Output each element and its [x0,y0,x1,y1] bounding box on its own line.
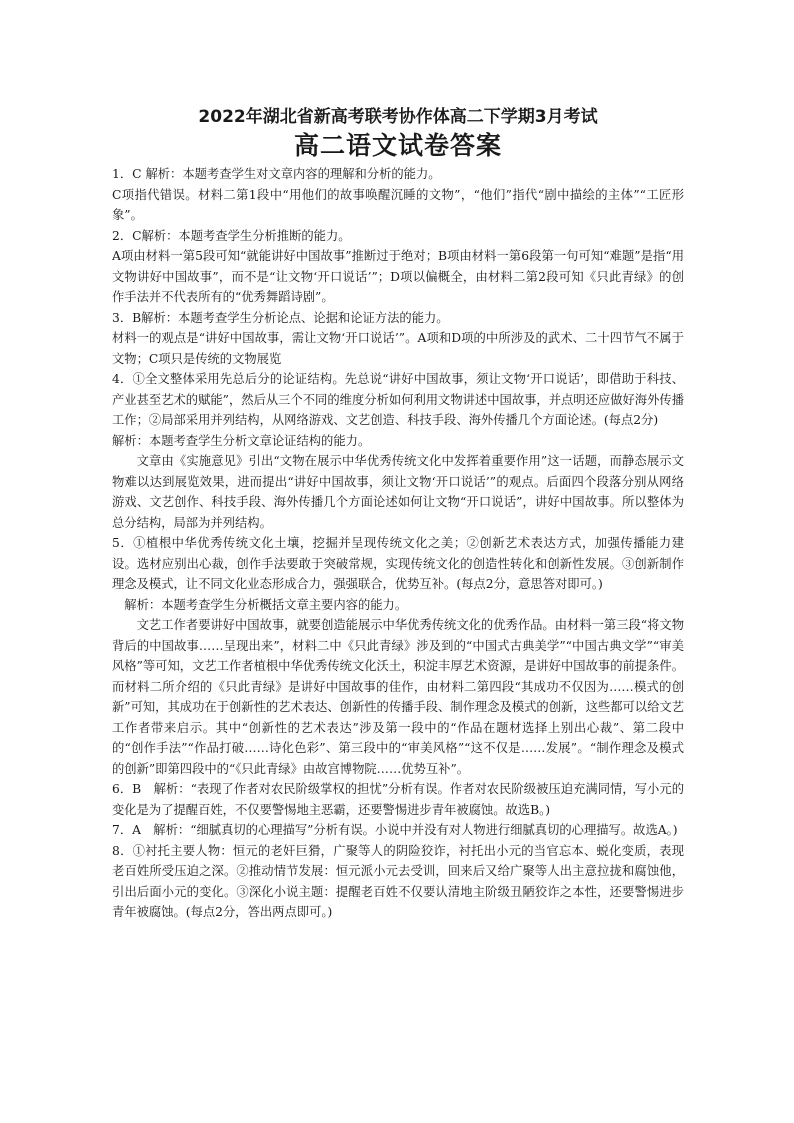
answer-4-heading: 解析：本题考查学生分析文章论证结构的能力。 [112,433,371,448]
exam-title: 2022年湖北省新高考联考协作体高二下学期3月考试 [198,107,598,127]
answer-2-heading: 2．C解析：本题考查学生分析推断的能力。 [112,228,351,243]
answer-6: 6．B 解析：“表现了作者对农民阶级掌权的担忧”分析有误。作者对农民阶级被压迫充满同情，写小元的变化是为了提醒百姓，不仅要警惕地主恶霸，还要警惕进步青年被腐蚀。故选B。) [112,782,684,817]
answer-body [112,164,684,923]
answer-5-analysis: 文艺工作者要讲好中国故事，就要创造能展示中华优秀传统文化的优秀作品。由材料一第三段“将文物背后的中国故事……呈现出来”，材料二中《只此青绿》涉及到的“中国式古典美学”“中国古典文学”“审美风格”等可知，文艺工作者植根中华优秀传统文化沃土，积淀丰厚艺术资源，是讲好中国故事的前提条件。而材料二所介绍的《只此青绿》是讲好中国故事的佳作，由材料二第四段“其成功不仅因为……模式的创新”可知，其成功在于创新性的艺术表达、创新性的传播手段、制作理念及模式的创新，这些都可以给文艺工作者带来启示。其中“创新性的艺术表达”涉及第一段中的“作品在题材选择上别出心裁”、第二段中的“创作手法”“作品打破……诗化色彩”、第三段中的“审美风格”“这不仅是……发展”。“制作理念及模式的创新”即第四段中的“《只此青绿》由故宫博物院……优势互补”。 [112,618,684,776]
answer-1-analysis: C项指代错误。材料二第1段中“用他们的故事唤醒沉睡的文物”，“他们”指代“剧中描绘的主体”“工匠形象”。 [112,187,684,222]
answer-5-heading: 解析：本题考查学生分析概括文章主要内容的能力。 [124,597,408,612]
answer-7: 7．A 解析：“细腻真切的心理描写”分析有误。小说中并没有对人物进行细腻真切的心理描写。故选A。) [112,823,678,837]
answer-4-points: 4．①全文整体采用先总后分的论证结构。先总说“讲好中国故事，须让文物‘开口说话’，即借助于科技、产业甚至艺术的赋能”，然后从三个不同的维度分析如何利用文物讲述中国故事，并点明还应做好海外传播工作；②局部采用并列结构，从网络游戏、文艺创造、科技手段、海外传播几个方面论述。(每点2分) [112,372,684,427]
answer-3-analysis: 材料一的观点是“讲好中国故事，需让文物‘开口说话’”。A项和D项的中所涉及的武术、二十四节气不属于文物；C项只是传统的文物展览 [112,331,684,366]
answer-1-heading: 1．C 解析：本题考查学生对文章内容的理解和分析的能力。 [112,167,441,181]
answer-3-heading: 3．B解析：本题考查学生分析论点、论据和论证方法的能力。 [112,310,449,325]
answer-5-points: 5．①植根中华优秀传统文化土壤，挖掘并呈现传统文化之美；②创新艺术表达方式，加强传播能力建设。选材应别出心裁，创作手法要敢于突破常规，实现传统文化的创造性转化和创新性发展。③创新制作理念及模式，让不同文化业态形成合力，强强联合，优势互补。(每点2分，意思答对即可。) [112,536,684,591]
document-title: 高二语文试卷答案 [293,131,502,160]
answer-8: 8．①衬托主要人物：恒元的老奸巨猾，广聚等人的阴险狡诈，衬托出小元的当官忘本、蜕化变质，表现老百姓所受压迫之深。②推动情节发展：恒元派小元去受训，回来后又给广聚等人出主意拉拢和腐蚀他，引出后面小元的变化。③深化小说主题：提醒老百姓不仅要认清地主阶级丑陋狡诈之本性，还要警惕进步青年被腐蚀。(每点2分，答出两点即可。) [112,843,684,919]
answer-sheet-page [112,104,684,923]
answer-2-analysis: A项由材料一第5段可知“就能讲好中国故事”推断过于绝对；B项由材料一第6段第一句可知“难题”是指“用文物讲好中国故事”，而不是“让文物‘开口说话’”；D项以偏概全，由材料二第2段可知《只此青绿》的创作手法并不代表所有的“优秀舞蹈诗剧”。 [112,249,684,304]
answer-4-analysis: 文章由《实施意见》引出“文物在展示中华优秀传统文化中发挥着重要作用”这一话题，而静态展示文物难以达到展览效果，进而提出“讲好中国故事，须让文物‘开口说话’”的观点。后面四个段落分别从网络游戏、文艺创作、科技手段、海外传播几个方面论述如何让文物“开口说话”，讲好中国故事。所以整体为总分结构，局部为并列结构。 [112,454,684,530]
